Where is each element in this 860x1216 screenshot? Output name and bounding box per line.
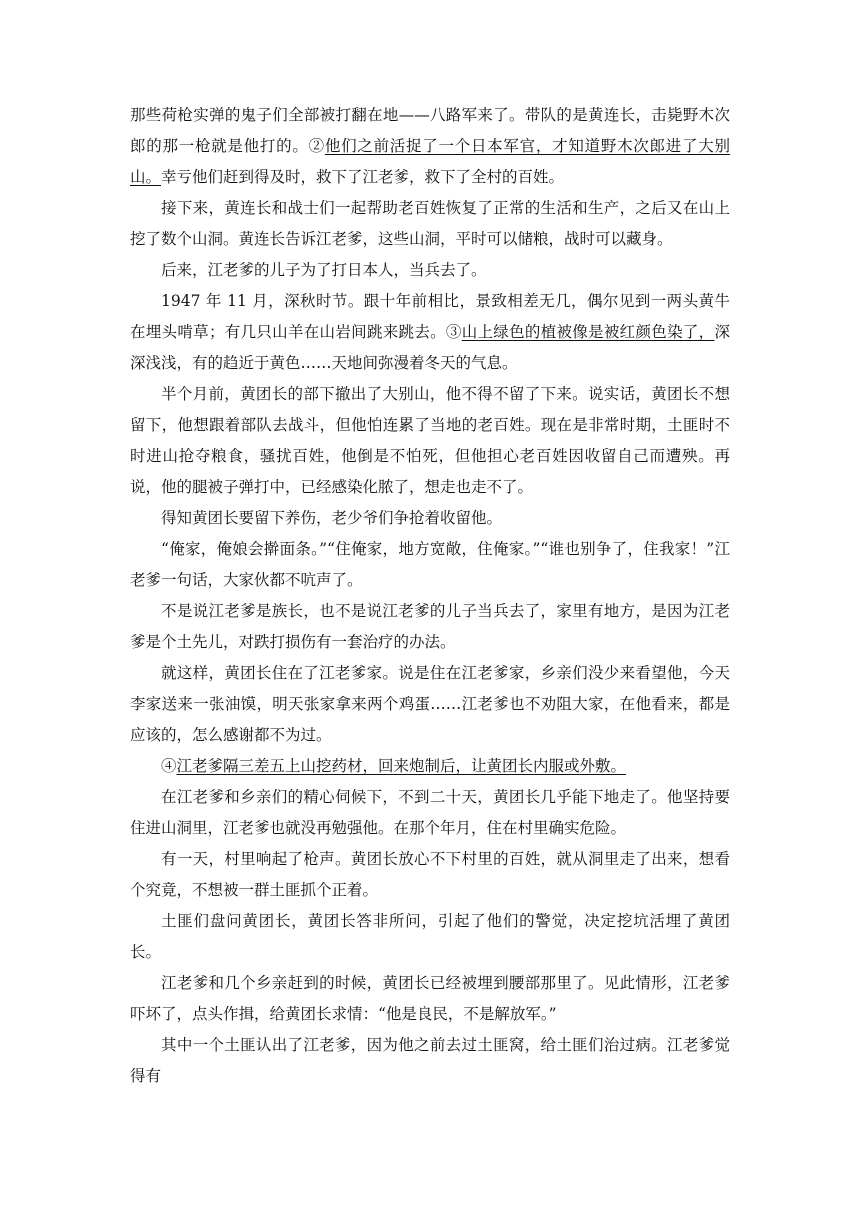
paragraph-text: “俺家，俺娘会擀面条。”“住俺家，地方宽敞，住俺家。”“谁也别争了，住我家！”江老爹一句话，大家伙都不吭声了。 [130,540,730,589]
paragraph-text: 有一天，村里响起了枪声。黄团长放心不下村里的百姓，就从洞里走了出来，想看个究竟，不想被一群土匪抓个正着。 [130,850,730,899]
paragraph-text: 接下来，黄连长和战士们一起帮助老百姓恢复了正常的生活和生产，之后又在山上挖了数个山洞。黄连长告诉江老爹，这些山洞，平时可以储粮，战时可以藏身。 [130,199,730,248]
paragraph [130,751,730,782]
paragraph-text: 那些荷枪实弹的鬼子们全部被打翻在地——八路军来了。带队的是黄连长，击毙野木次郎的那一枪就是他打的。② [130,106,730,155]
document-body [130,100,730,1092]
paragraph-text: 在江老爹和乡亲们的精心伺候下，不到二十天，黄团长几乎能下地走了。他坚持要住进山洞里，江老爹也就没再勉强他。在那个年月，住在村里确实危险。 [130,788,730,837]
paragraph [130,1030,730,1092]
paragraph [130,658,730,751]
paragraph [130,255,730,286]
paragraph-text: 不是说江老爹是族长，也不是说江老爹的儿子当兵去了，家里有地方，是因为江老爹是个土先儿，对跌打损伤有一套治疗的办法。 [130,602,730,651]
paragraph [130,596,730,658]
paragraph [130,503,730,534]
paragraph [130,100,730,193]
paragraph-text: 后来，江老爹的儿子为了打日本人，当兵去了。 [161,261,487,279]
paragraph-text: 幸亏他们赶到得及时，救下了江老爹，救下了全村的百姓。 [161,168,565,186]
underlined-sentence: 山上绿色的植被像是被红颜色染了， [461,323,715,341]
paragraph [130,968,730,1030]
paragraph-text: 得知黄团长要留下养伤，老少爷们争抢着收留他。 [161,509,503,527]
paragraph-text: ④ [161,757,177,775]
paragraph [130,379,730,503]
paragraph-text: 1947 年 11 月，深秋时节。跟十年前相比，景致相差无几，偶尔见到一两头黄牛在埋头啃草；有几只山羊在山岩间跳来跳去。③ [130,292,730,341]
paragraph-text: 土匪们盘问黄团长，黄团长答非所问，引起了他们的警觉，决定挖坑活埋了黄团长。 [130,912,730,961]
paragraph-text: 就这样，黄团长住在了江老爹家。说是住在江老爹家，乡亲们没少来看望他，今天李家送来一张油馍，明天张家拿来两个鸡蛋……江老爹也不劝阻大家，在他看来，都是应该的，怎么感谢都不为过。 [130,664,730,744]
paragraph [130,844,730,906]
paragraph-text: 半个月前，黄团长的部下撤出了大别山，他不得不留了下来。说实话，黄团长不想留下，他想跟着部队去战斗，但他怕连累了当地的老百姓。现在是非常时期，土匪时不时进山抢夺粮食，骚扰百姓，他倒是不怕死，但他担心老百姓因收留自己而遭殃。再说，他的腿被子弹打中，已经感染化脓了，想走也走不了。 [130,385,730,496]
underlined-sentence: 他们之前活捉了一个日本军官，才知道野木次郎进了大别山。 [130,137,730,186]
paragraph [130,534,730,596]
paragraph [130,286,730,379]
paragraph [130,193,730,255]
paragraph [130,906,730,968]
paragraph-text: 其中一个土匪认出了江老爹，因为他之前去过土匪窝，给土匪们治过病。江老爹觉得有 [130,1036,730,1085]
paragraph [130,782,730,844]
paragraph-text: 深深浅浅，有的趋近于黄色……天地间弥漫着冬天的气息。 [130,323,730,372]
underlined-sentence: 江老爹隔三差五上山挖药材，回来炮制后，让黄团长内服或外敷。 [176,757,627,775]
paragraph-text: 江老爹和几个乡亲赶到的时候，黄团长已经被埋到腰部那里了。见此情形，江老爹吓坏了，点头作揖，给黄团长求情：“他是良民，不是解放军。” [130,974,730,1023]
